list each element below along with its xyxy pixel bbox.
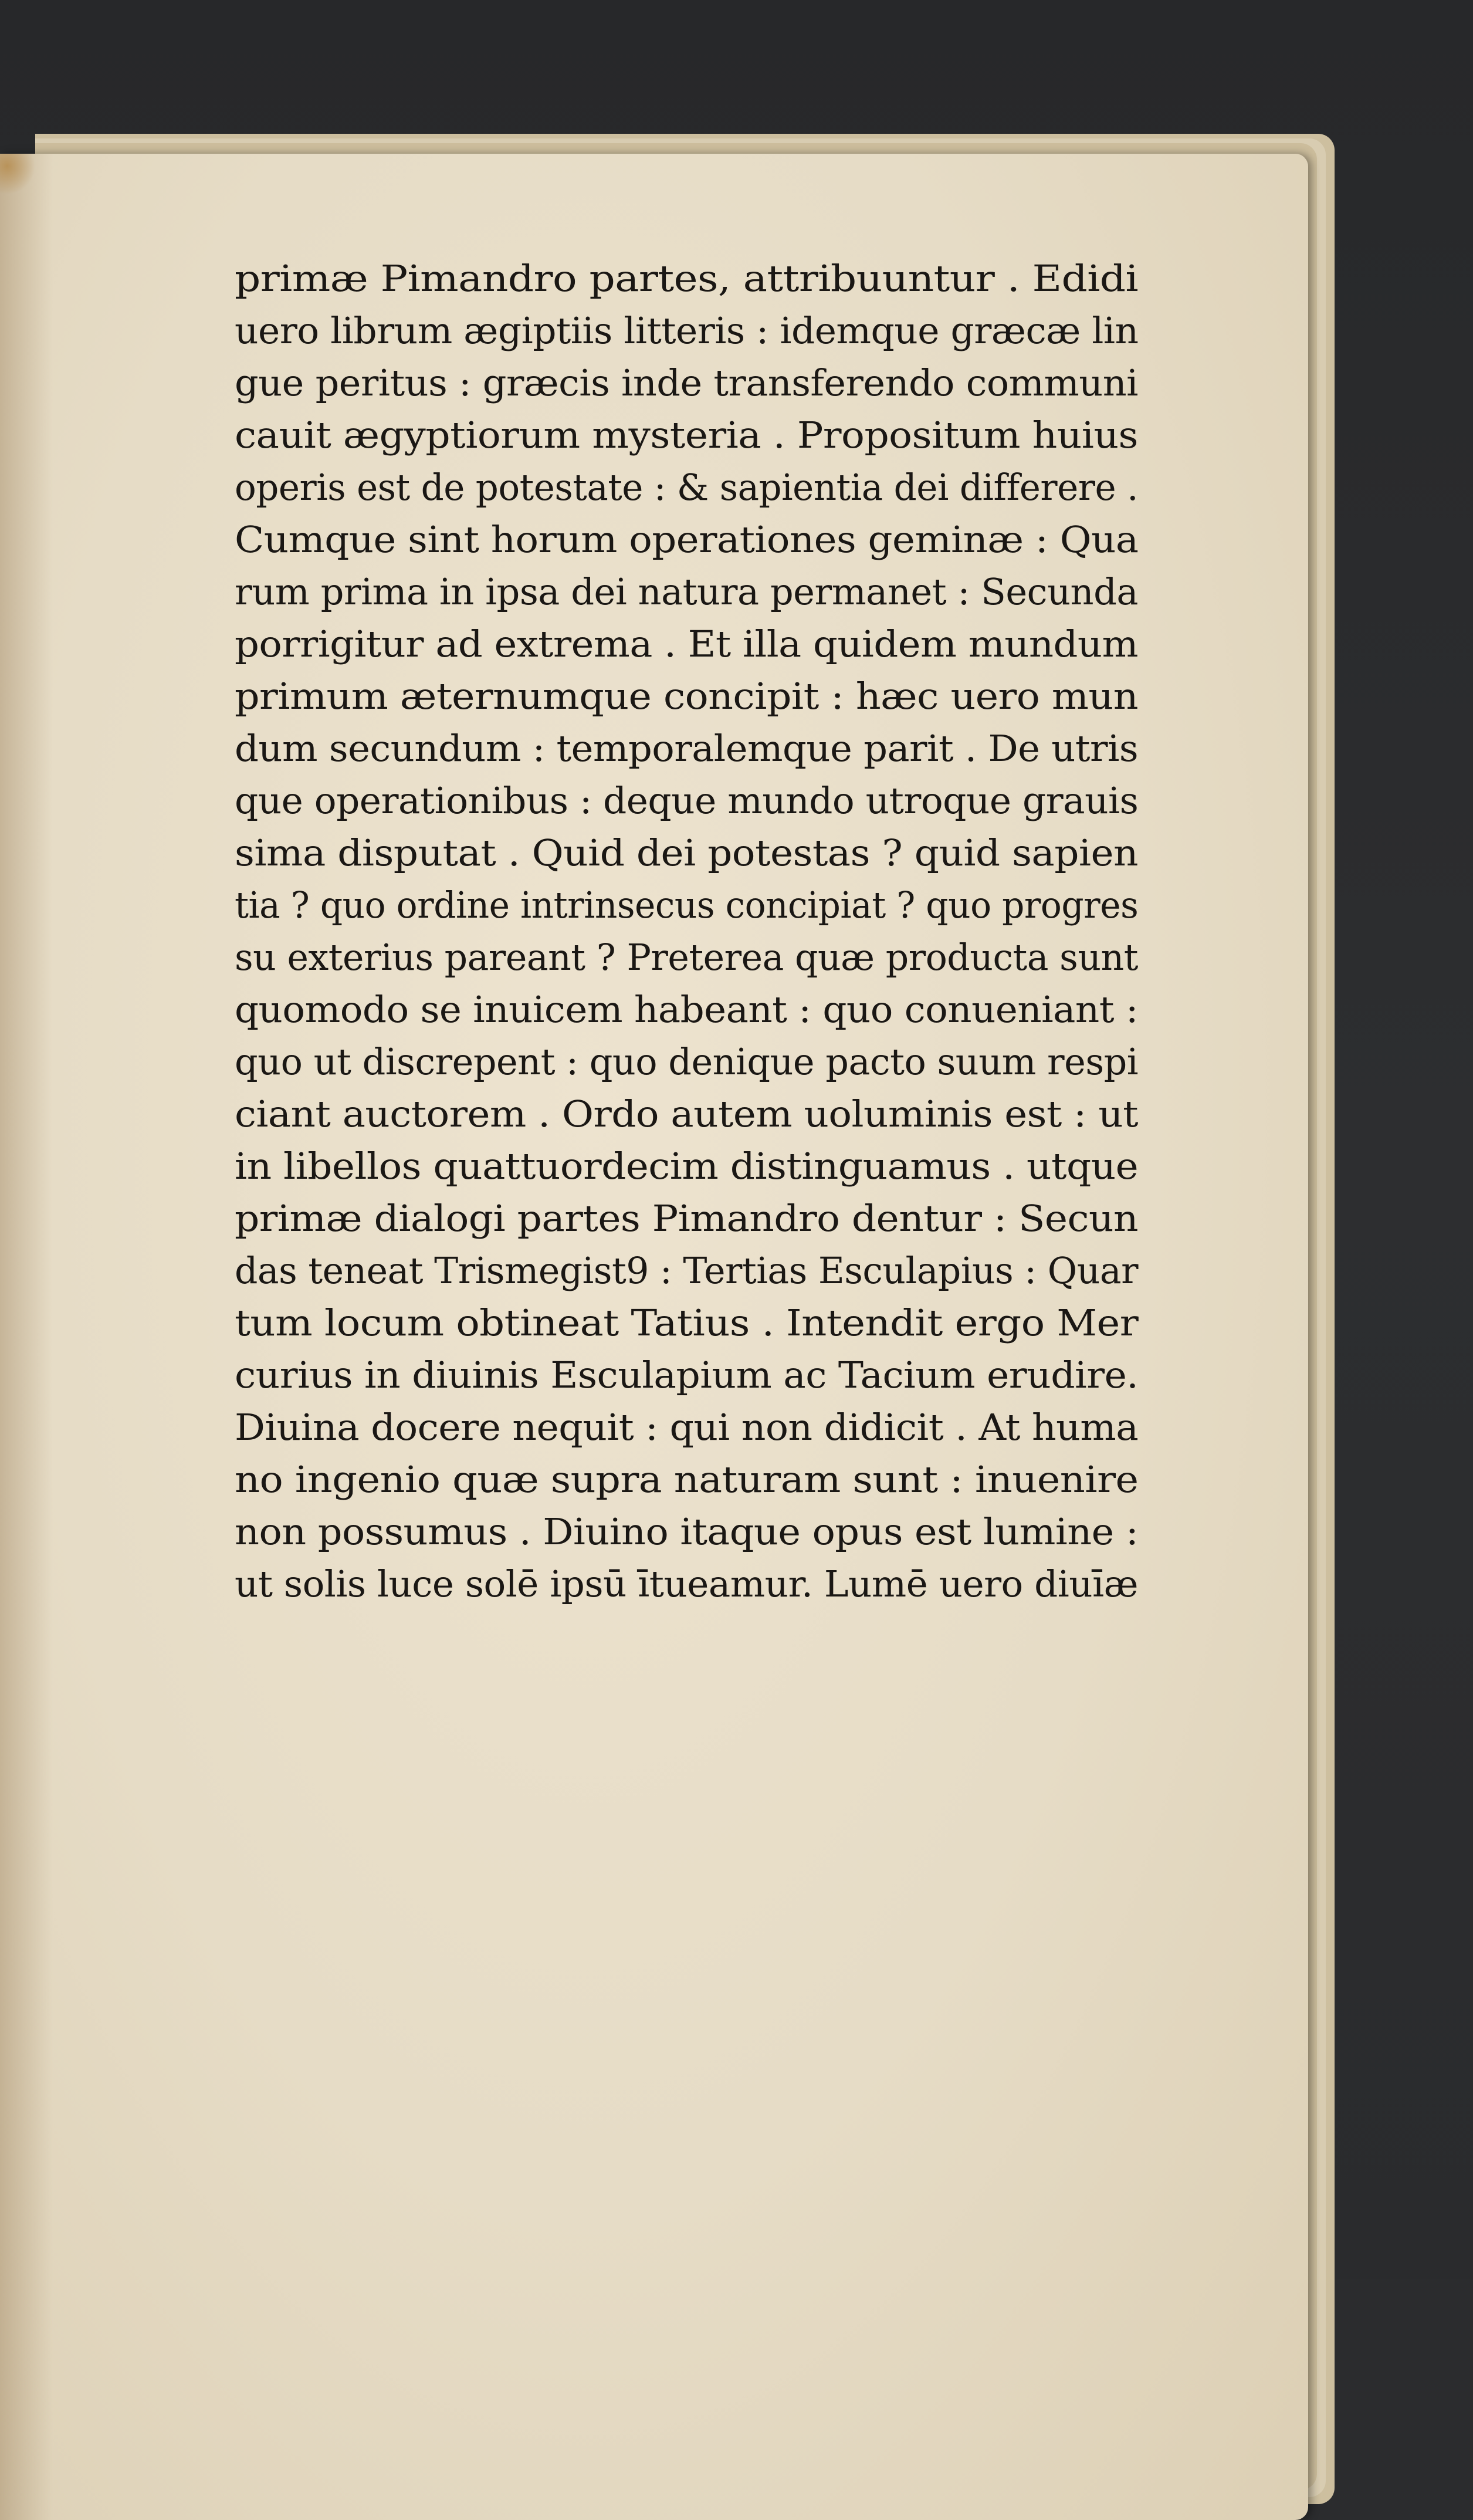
text-line: ciant auctorem . Ordo autem uoluminis est : ut <box>235 1092 1138 1135</box>
paper-stain <box>0 154 35 195</box>
book-page <box>0 154 1308 2520</box>
text-line: das teneat Trismegist9 : Tertias Esculapius : Quar <box>235 1249 1138 1292</box>
text-line: uero librum ægiptiis litteris : idemque græcæ lin <box>235 309 1139 352</box>
text-line: quo ut discrepent : quo denique pacto suum respi <box>235 1040 1139 1083</box>
text-line: operis est de potestate : & sapientia dei differere . <box>235 466 1138 509</box>
text-line: rum prima in ipsa dei natura permanet : Secunda <box>235 570 1138 613</box>
text-block <box>235 252 1138 1610</box>
text-line: Diuina docere nequit : qui non didicit . At huma <box>235 1406 1139 1449</box>
text-line: non possumus . Diuino itaque opus est lumine : <box>235 1510 1139 1553</box>
text-line: primum æternumque concipit : hæc uero mun <box>235 675 1138 718</box>
text-line: porrigitur ad extrema . Et illa quidem mundum <box>235 623 1138 665</box>
text-line: gue peritus : græcis inde transferendo communi <box>235 361 1139 404</box>
text-line: su exterius pareant ? Preterea quæ producta sunt <box>235 936 1138 979</box>
text-line: no ingenio quæ supra naturam sunt : inuenire <box>235 1458 1139 1501</box>
text-line: in libellos quattuordecim distinguamus . utque <box>235 1145 1139 1188</box>
text-line: Cumque sint horum operationes geminæ : Qua <box>235 518 1139 561</box>
text-line: cauit ægyptiorum mysteria . Propositum huius <box>235 414 1139 456</box>
text-line: tia ? quo ordine intrinsecus concipiat ? quo progres <box>235 884 1139 926</box>
text-line: primæ Pimandro partes, attribuuntur . Edidi <box>235 257 1138 300</box>
text-line: ut solis luce solē ipsū ītueamur. Lumē uero diuīæ <box>235 1562 1139 1605</box>
text-line: tum locum obtineat Tatius . Intendit ergo Mer <box>235 1301 1139 1344</box>
text-line: primæ dialogi partes Pimandro dentur : Secun <box>235 1197 1138 1240</box>
text-line: sima disputat . Quid dei potestas ? quid sapien <box>235 831 1138 874</box>
text-line: curius in diuinis Esculapium ac Tacium erudire. <box>235 1354 1139 1396</box>
text-line: quomodo se inuicem habeant : quo conueniant : <box>235 988 1138 1031</box>
text-line: dum secundum : temporalemque parit . De utris <box>235 727 1139 770</box>
text-line: que operationibus : deque mundo utroque grauis <box>235 779 1139 822</box>
